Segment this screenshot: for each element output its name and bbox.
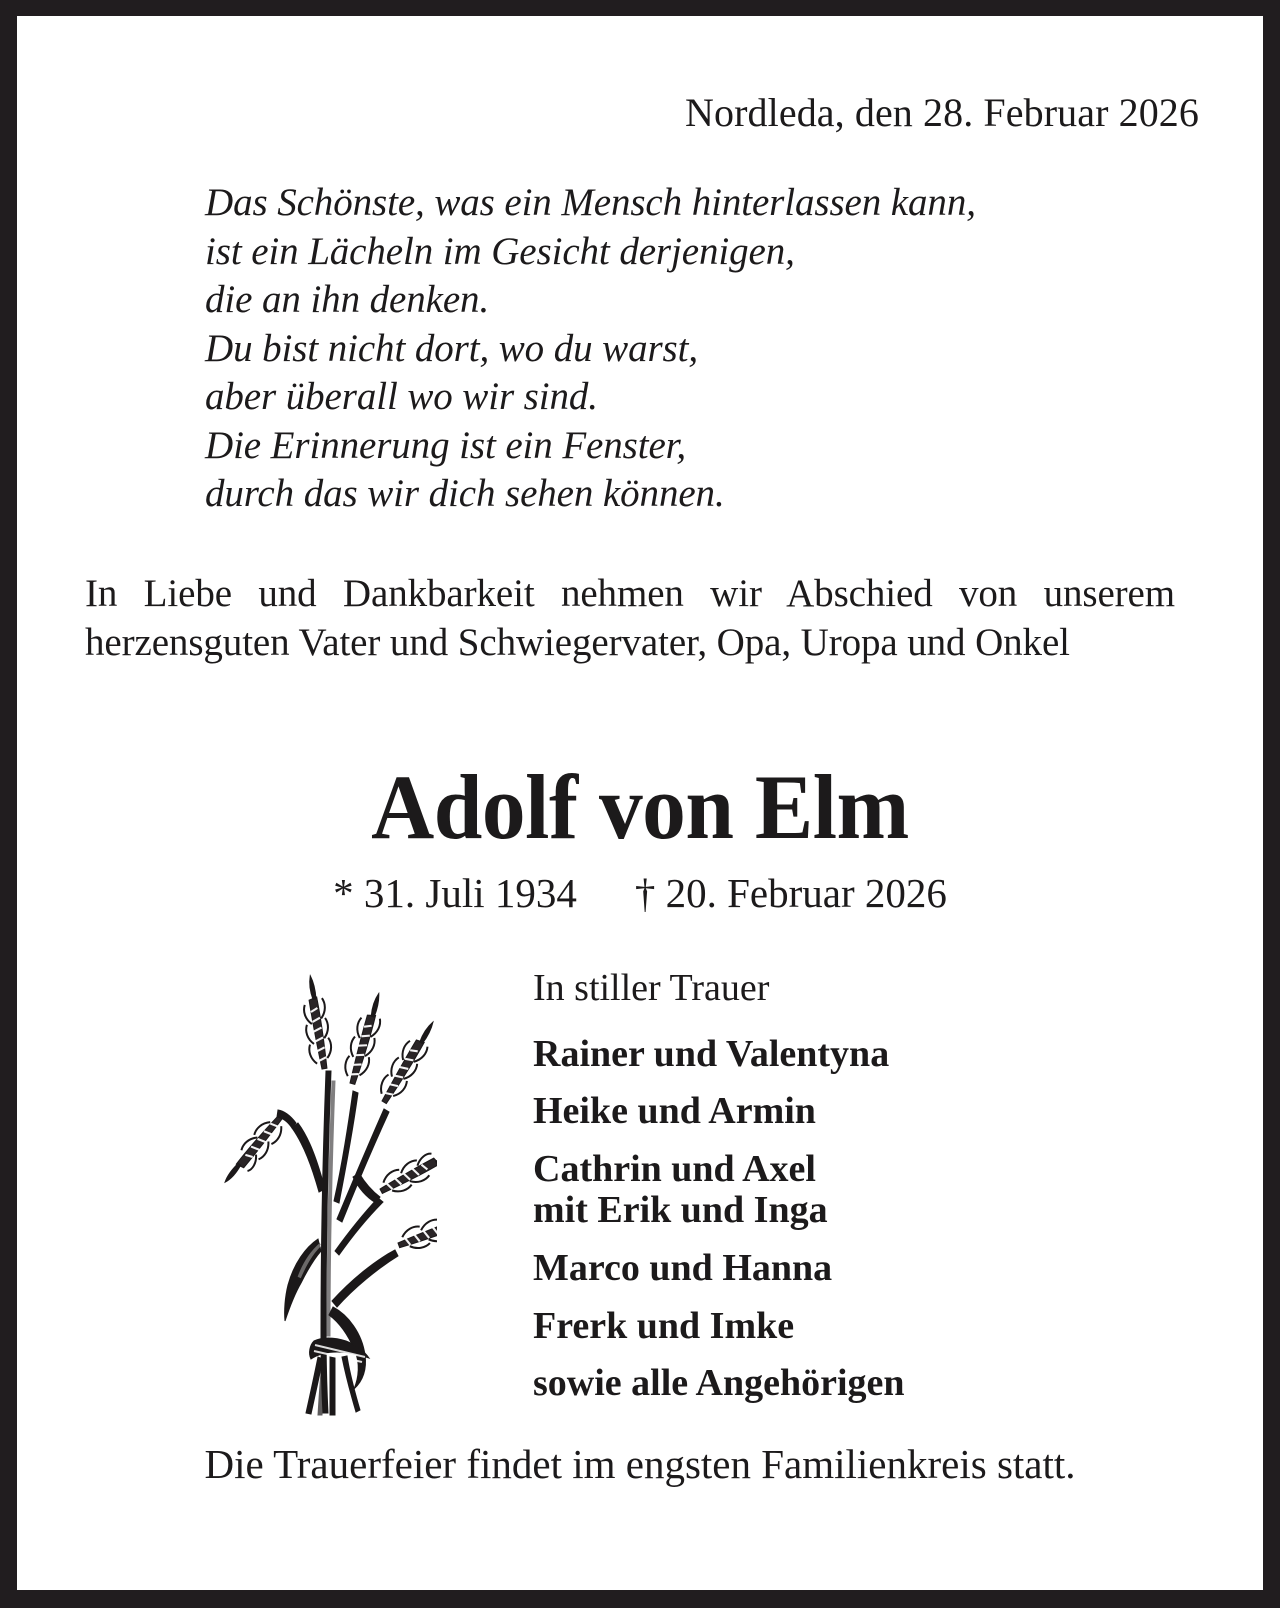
mourners-block (533, 968, 905, 1420)
mourner-name: sowie alle Angehörigen (533, 1362, 905, 1405)
mourner-name: Rainer und Valentyna (533, 1032, 890, 1075)
mourner-name: Marco und Hanna (533, 1246, 833, 1289)
wheat-sheaf-icon (222, 951, 437, 1421)
mourning-heading: In stiller Trauer (533, 967, 770, 1009)
mourner-name: Cathrin und Axel (533, 1147, 816, 1190)
poem-line: die an ihn denken. (205, 278, 490, 321)
obituary-card (17, 16, 1263, 1590)
poem-line: durch das wir dich sehen können. (205, 472, 725, 515)
birth-date: * 31. Juli 1934 (333, 870, 577, 916)
introduction-paragraph: In Liebe und Dankbarkeit nehmen wir Abschied von unserem herzensguten Vater und Schwiegervater, Opa, Uropa und Onkel (85, 572, 1175, 664)
place-and-date: Nordleda, den 28. Februar 2026 (685, 90, 1199, 135)
poem-line: ist ein Lächeln im Gesicht derjenigen, (205, 229, 795, 273)
poem-line: Du bist nicht dort, wo du warst, (205, 326, 699, 370)
memorial-poem (205, 179, 976, 519)
life-dates (17, 871, 1263, 916)
funeral-service-note: Die Trauerfeier findet im engsten Familienkreis statt. (204, 1441, 1076, 1487)
mourner-name: Frerk und Imke (533, 1304, 795, 1347)
mourner-name: Heike und Armin (533, 1090, 816, 1133)
death-date: † 20. Februar 2026 (634, 870, 947, 916)
poem-line: aber überall wo wir sind. (205, 375, 598, 418)
poem-line: Das Schönste, was ein Mensch hinterlassen kann, (205, 181, 976, 224)
poem-line: Die Erinnerung ist ein Fenster, (205, 423, 687, 467)
mourner-name: mit Erik und Inga (533, 1189, 828, 1232)
deceased-name: Adolf von Elm (371, 756, 909, 858)
